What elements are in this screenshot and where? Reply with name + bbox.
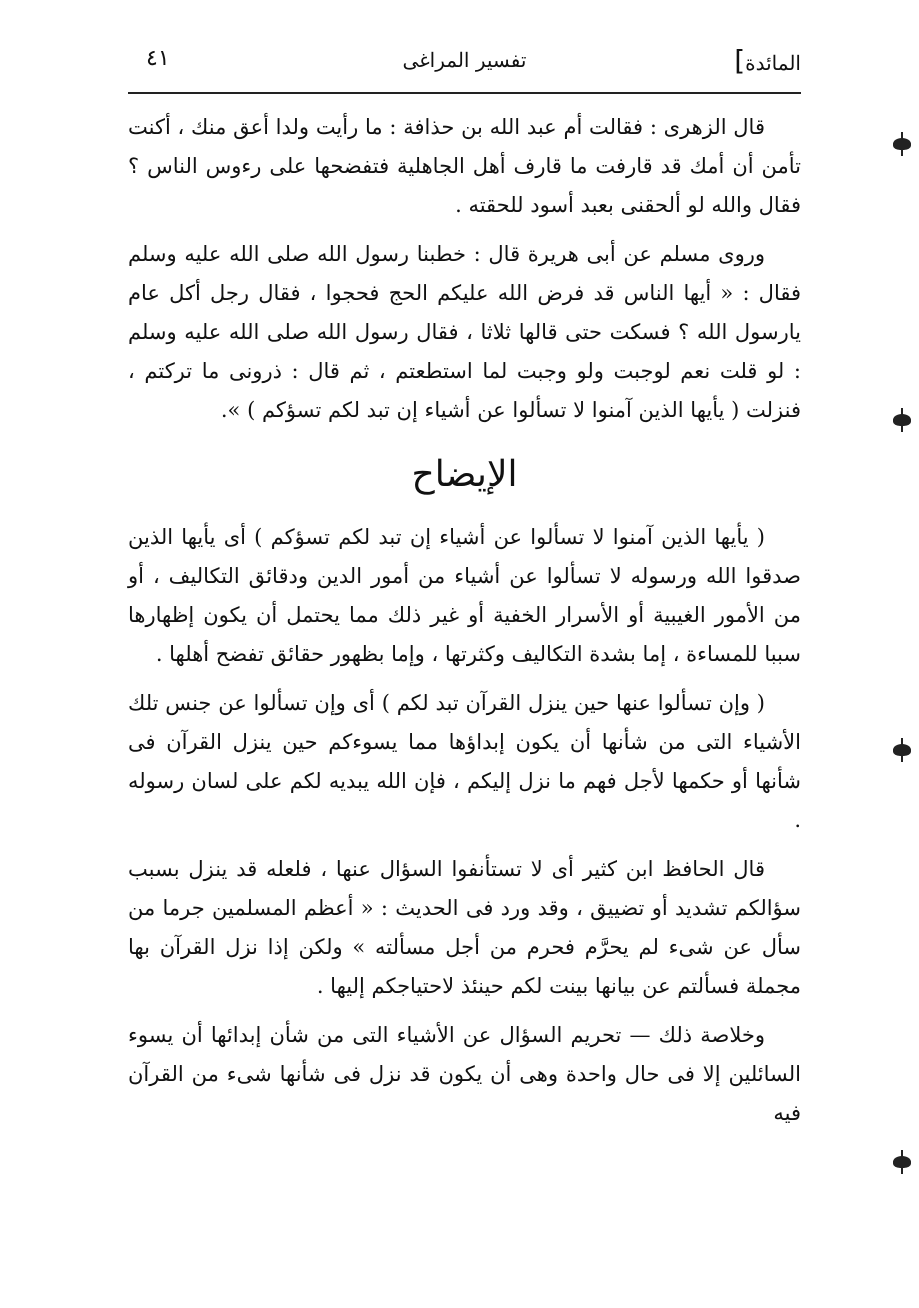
section-title: الإيضاح	[411, 454, 518, 495]
paragraph: وخلاصة ذلك — تحريم السؤال عن الأشياء التى من شأن إبدائها أن يسوء السائلين إلا فى حال واحدة وهى أن يكون قد نزل فى شأنها شىء من القرآن فيه	[128, 1023, 801, 1125]
header-rule	[128, 92, 801, 94]
binding-mark-icon	[893, 1156, 911, 1168]
paragraph: ( يأيها الذين آمنوا لا تسألوا عن أشياء إن تبد لكم تسؤكم ) أى يأيها الذين صدقوا الله ورسوله لا تسألوا عن أشياء من أمور الدين ودقائق التكاليف ، أو من الأمور الغيبية أو الأسرار الخفية أو غير ذلك مما يحتمل أن يكون إظهارها سببا للمساءة ، إما بشدة التكاليف وكثرتها ، وإما بظهور حقائق تفضح أهلها .	[128, 525, 801, 666]
page-body	[128, 108, 801, 1143]
surah-name: المائدة]	[734, 44, 801, 77]
binding-mark-icon	[893, 414, 911, 426]
paragraph: وروى مسلم عن أبى هريرة قال : خطبنا رسول الله صلى الله عليه وسلم فقال : « أيها الناس قد فرض الله عليكم الحج فحجوا ، فقال رجل أكل عام يارسول الله ؟ فسكت حتى قالها ثلاثا ، فقال رسول الله صلى الله عليه وسلم : لو قلت نعم لوجبت ولو وجبت لما استطعتم ، ثم قال : ذرونى ما تركتم ، فنزلت ( يأيها الذين آمنوا لا تسألوا عن أشياء إن تبد لكم تسؤكم ) ».	[128, 242, 801, 422]
book-title: تفسير المراغى	[402, 48, 527, 72]
bracket-glyph: ]	[734, 44, 746, 77]
page-number: ٤١	[146, 46, 170, 71]
page-header	[128, 38, 801, 88]
binding-mark-icon	[893, 744, 911, 756]
paragraph: ( وإن تسألوا عنها حين ينزل القرآن تبد لكم ) أى وإن تسألوا عن جنس تلك الأشياء التى من شأنها أن يكون إبداؤها مما يسوءكم حين ينزل القرآن فى شأنها أو حكمها لأجل فهم ما نزل إليكم ، فإن الله يبديه لكم على لسان رسوله .	[128, 691, 801, 832]
paragraph: قال الزهرى : فقالت أم عبد الله بن حذافة : ما رأيت ولدا أعق منك ، أكنت تأمن أن أمك قد قارفت ما قارف أهل الجاهلية فتفضحها على رءوس الناس ؟ فقال والله لو ألحقنى بعبد أسود للحقته .	[128, 115, 801, 217]
paragraph: قال الحافظ ابن كثير أى لا تستأنفوا السؤال عنها ، فلعله قد ينزل بسبب سؤالكم تشديد أو تضييق ، وقد ورد فى الحديث : « أعظم المسلمين جرما من سأل عن شىء لم يحرَّم فحرم من أجل مسألته » ولكن إذا نزل القرآن بها مجملة فسألتم عن بيانها بينت لكم حينئذ لاحتياجكم إليها .	[128, 857, 801, 998]
binding-mark-icon	[893, 138, 911, 150]
